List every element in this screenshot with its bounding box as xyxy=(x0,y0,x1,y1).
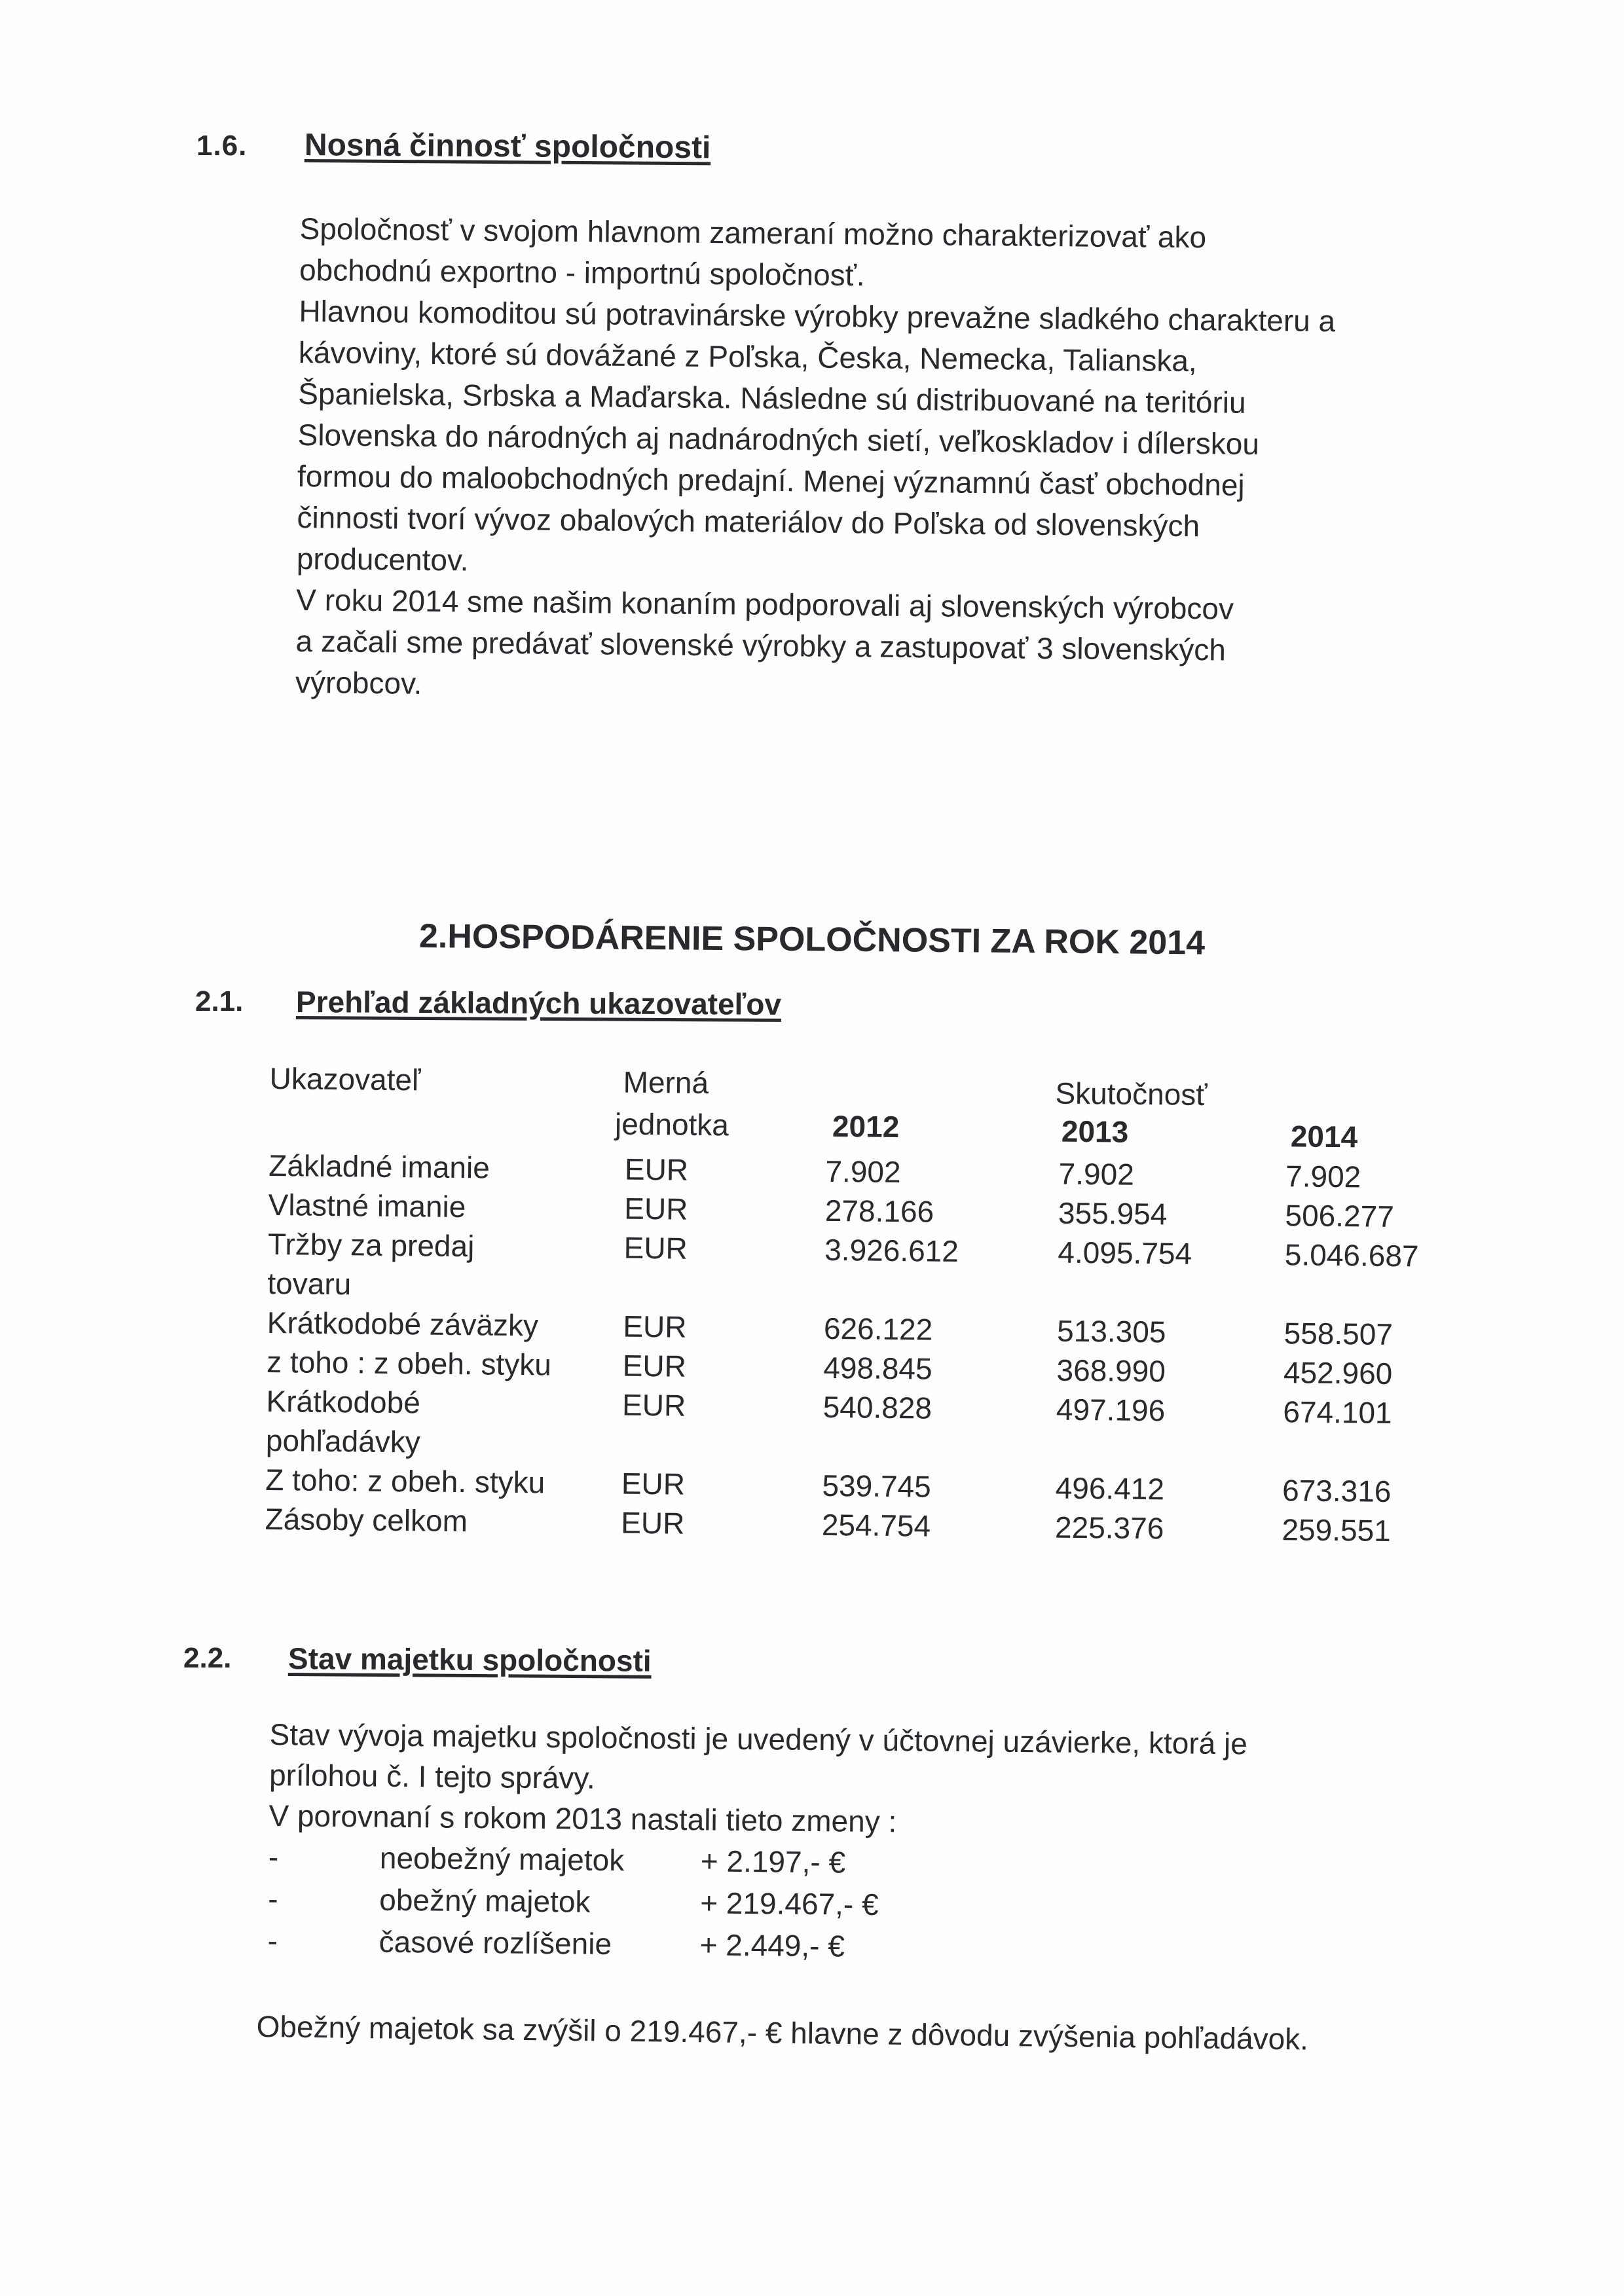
chapter-title: 2.HOSPODÁRENIE SPOLOČNOSTI ZA ROK 2014 xyxy=(418,917,1206,962)
change-value: + 2.197,- € xyxy=(700,1844,846,1880)
row-value: 452.960 xyxy=(1283,1355,1393,1391)
row-value: 539.745 xyxy=(822,1468,932,1504)
paragraph: Spoločnosť v svojom hlavnom zameraní možno charakterizovať ako obchodnú exportno - importnú spoločnosť. xyxy=(299,211,1207,293)
row-label: Vlastné imanie xyxy=(268,1187,466,1224)
row-unit: EUR xyxy=(621,1466,686,1501)
section-number: 2.1. xyxy=(195,985,244,1017)
row-value: 254.754 xyxy=(821,1507,931,1543)
row-label: Základné imanie xyxy=(268,1148,490,1185)
row-value: 259.551 xyxy=(1282,1512,1392,1548)
row-value: 558.507 xyxy=(1283,1316,1393,1351)
section-title: Stav majetku spoločnosti xyxy=(287,1641,652,1678)
row-label: Tržby za predaj tovaru xyxy=(267,1226,475,1302)
change-value: + 219.467,- € xyxy=(700,1886,879,1922)
row-value: 5.046.687 xyxy=(1284,1237,1419,1273)
row-value: 4.095.754 xyxy=(1058,1235,1192,1271)
paragraph: V porovnaní s rokom 2013 nastali tieto zmeny : xyxy=(268,1798,897,1839)
row-value: 506.277 xyxy=(1285,1198,1395,1233)
paragraph: prílohou č. I tejto správy. xyxy=(268,1757,596,1795)
section-title: Prehľad základných ukazovateľov xyxy=(295,985,782,1021)
table-row xyxy=(267,1224,1447,1315)
row-value: 3.926.612 xyxy=(824,1232,959,1269)
row-value: 513.305 xyxy=(1056,1313,1166,1349)
row-label: Krátkodobé záväzky xyxy=(267,1305,539,1343)
row-value: 7.902 xyxy=(1285,1159,1361,1194)
row-value: 497.196 xyxy=(1056,1392,1166,1428)
section-title: Nosná činnosť spoločnosti xyxy=(304,128,711,166)
row-unit: EUR xyxy=(622,1348,687,1383)
header-indicator: Ukazovateľ xyxy=(269,1061,421,1097)
paragraph: V roku 2014 sme našim konaním podporovali aj slovenských výrobcov a začali sme predávať slovenské výrobky a zastupovať 3 slovenských výrobcov. xyxy=(295,582,1234,701)
paragraph: Hlavnou komoditou sú potravinárske výrobky prevažne sladkého charakteru a kávoviny, ktoré sú dovážané z Poľska, Česka, Nemecka, Talianska, Španielska, Srbska a Maďarska. Následne sú distribuované na teritóriu Slovenska do národných aj nadnárodných sietí, veľkoskladov i dílerskou formou do maloobchodných predajní. Menej významnú časť obchodnej činnosti tvorí vývoz obalových materiálov do Poľska od slovenských producentov. xyxy=(296,293,1336,577)
row-value: 626.122 xyxy=(823,1311,933,1347)
header-year: 2013 xyxy=(1061,1114,1129,1149)
change-value: + 2.449,- € xyxy=(699,1927,845,1963)
header-group: Skutočnosť xyxy=(1055,1076,1208,1112)
row-label: Zásoby celkom xyxy=(265,1501,468,1539)
row-value: 498.845 xyxy=(823,1350,932,1386)
change-label: neobežný majetok xyxy=(379,1840,625,1878)
row-label: Z toho: z obeh. styku xyxy=(265,1462,545,1500)
row-value: 225.376 xyxy=(1054,1510,1164,1546)
change-label: obežný majetok xyxy=(379,1882,591,1919)
row-unit: EUR xyxy=(623,1309,687,1344)
row-value: 355.954 xyxy=(1058,1195,1168,1231)
row-value: 673.316 xyxy=(1282,1473,1392,1508)
change-label: časové rozlíšenie xyxy=(378,1924,612,1961)
bullet: - xyxy=(267,1923,278,1958)
header-year: 2014 xyxy=(1290,1119,1358,1154)
header-unit: jednotka xyxy=(614,1106,729,1142)
section-body xyxy=(295,208,1492,714)
row-unit: EUR xyxy=(623,1230,688,1266)
table-header xyxy=(269,1061,1449,1158)
row-unit: EUR xyxy=(621,1387,686,1423)
section-number: 1.6. xyxy=(196,130,248,162)
row-value: 278.166 xyxy=(824,1193,934,1229)
row-unit: EUR xyxy=(624,1152,689,1187)
changes-list xyxy=(267,1836,1460,1973)
row-unit: EUR xyxy=(624,1191,688,1226)
section-number: 2.2. xyxy=(183,1642,232,1674)
conclusion-text: Obežný majetok sa zvýšil o 219.467,- € hlavne z dôvodu zvýšenia pohľadávok. xyxy=(256,2009,1309,2056)
header-year: 2012 xyxy=(832,1109,900,1144)
row-unit: EUR xyxy=(621,1505,685,1540)
indicators-table xyxy=(265,1061,1449,1551)
row-value: 7.902 xyxy=(1058,1156,1135,1192)
row-value: 496.412 xyxy=(1055,1470,1165,1506)
row-value: 7.902 xyxy=(825,1154,901,1190)
section-body xyxy=(267,1714,1462,1973)
paragraph: Stav vývoja majetku spoločnosti je uvedený v účtovnej uzávierke, ktorá je xyxy=(269,1717,1248,1761)
row-label: z toho : z obeh. styku xyxy=(266,1344,552,1382)
row-value: 674.101 xyxy=(1283,1394,1392,1430)
table-row xyxy=(266,1381,1445,1472)
row-value: 540.828 xyxy=(822,1389,932,1425)
header-unit: Merná xyxy=(623,1065,709,1101)
bullet: - xyxy=(268,1839,279,1874)
row-value: 368.990 xyxy=(1056,1353,1166,1389)
row-label: Krátkodobé pohľadávky xyxy=(265,1383,421,1459)
bullet: - xyxy=(268,1881,278,1916)
